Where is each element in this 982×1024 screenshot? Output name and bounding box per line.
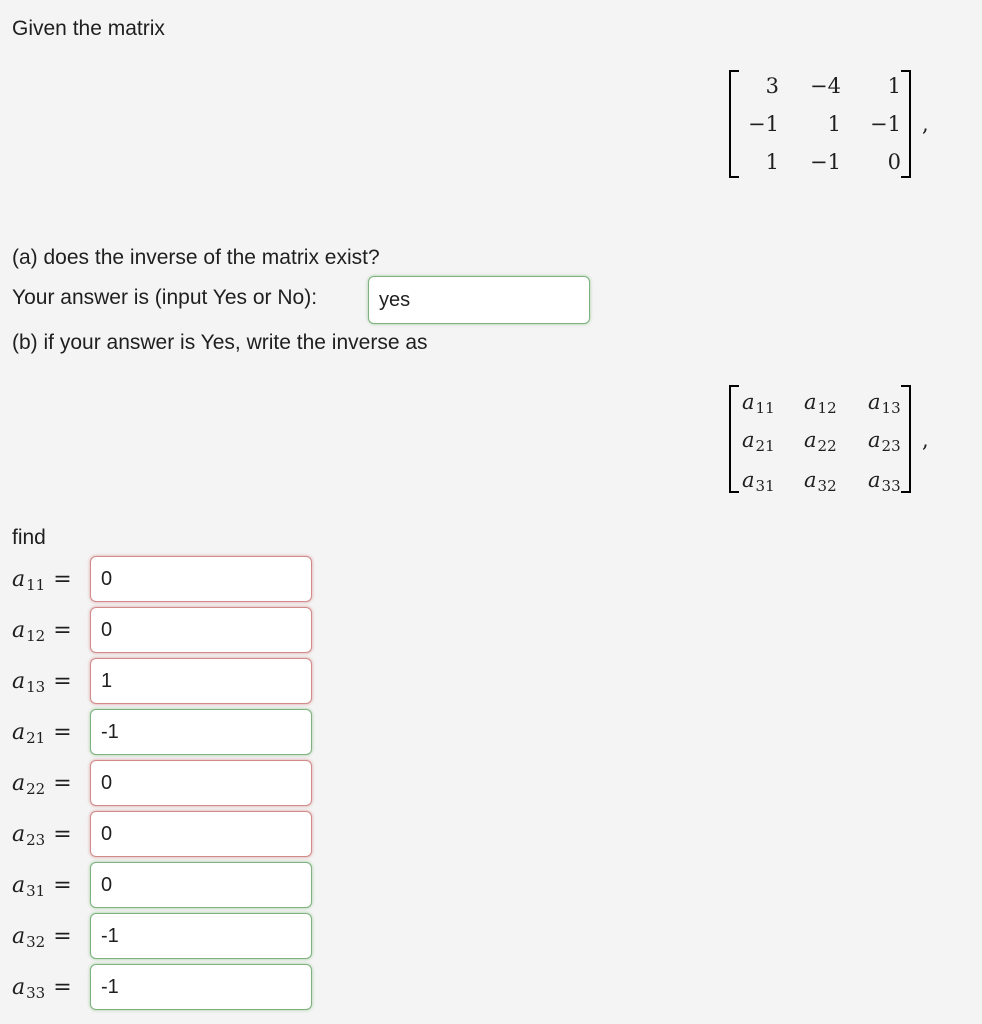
inverse-exists-input[interactable] xyxy=(368,276,590,324)
entry-var: a xyxy=(12,924,26,949)
inverse-matrix-cell-var: a xyxy=(868,468,881,492)
entry-sub: 32 xyxy=(26,933,46,951)
entry-sub: 22 xyxy=(26,780,46,798)
entry-label-a21 xyxy=(12,717,90,749)
entry-input-a32[interactable] xyxy=(90,913,312,959)
matrix-comma: , xyxy=(922,112,929,136)
entry-sub: 23 xyxy=(26,831,46,849)
inverse-matrix-cell xyxy=(868,390,901,415)
entry-input-a21[interactable] xyxy=(90,709,312,755)
entry-input-a33[interactable] xyxy=(90,964,312,1010)
inverse-matrix-cell-var: a xyxy=(804,468,817,492)
matrix-left-bracket xyxy=(729,70,739,178)
entry-sub: 11 xyxy=(26,576,46,594)
inverse-matrix-cell-var: a xyxy=(804,428,817,452)
entry-label-a13 xyxy=(12,666,90,698)
find-label: find xyxy=(12,526,46,549)
equals-sign: = xyxy=(53,873,72,898)
entry-label-a23 xyxy=(12,819,90,851)
inverse-matrix-cell-sub: 11 xyxy=(755,399,775,417)
matrix-cell: 1 xyxy=(827,112,841,136)
inverse-matrix-cell-sub: 32 xyxy=(817,477,837,495)
entry-var: a xyxy=(12,822,26,847)
entry-input-a31[interactable] xyxy=(90,862,312,908)
entry-var: a xyxy=(12,567,26,592)
inverse-matrix-cell-sub: 22 xyxy=(817,437,837,455)
part-a-question: (a) does the inverse of the matrix exist? xyxy=(12,246,380,269)
inverse-matrix-cell xyxy=(804,390,837,415)
entry-input-a12[interactable] xyxy=(90,607,312,653)
entry-label-a12 xyxy=(12,615,90,647)
inverse-matrix-cell-var: a xyxy=(868,428,881,452)
entry-var: a xyxy=(12,720,26,745)
matrix-cell: −4 xyxy=(810,74,841,98)
entry-var: a xyxy=(12,873,26,898)
entry-label-a11 xyxy=(12,564,90,596)
inverse-matrix-cell-var: a xyxy=(804,390,817,414)
equals-sign: = xyxy=(53,975,72,1000)
inverse-matrix-cell-var: a xyxy=(742,468,755,492)
equals-sign: = xyxy=(53,924,72,949)
inverse-matrix-cell-sub: 31 xyxy=(755,477,775,495)
entry-sub: 13 xyxy=(26,678,46,696)
inverse-matrix-cell xyxy=(742,390,775,415)
equals-sign: = xyxy=(53,618,72,643)
entry-label-a32 xyxy=(12,921,90,953)
entry-var: a xyxy=(12,771,26,796)
part-a-prompt: Your answer is (input Yes or No): xyxy=(12,286,318,309)
intro-text: Given the matrix xyxy=(12,17,165,40)
matrix-cell: 3 xyxy=(765,74,779,98)
inverse-matrix-cell xyxy=(804,428,837,453)
entry-input-a23[interactable] xyxy=(90,811,312,857)
equals-sign: = xyxy=(53,822,72,847)
entry-label-a33 xyxy=(12,972,90,1004)
entry-input-a11[interactable] xyxy=(90,556,312,602)
entry-var: a xyxy=(12,669,26,694)
equals-sign: = xyxy=(53,567,72,592)
given-matrix xyxy=(729,70,919,180)
part-b-question: (b) if your answer is Yes, write the inverse as xyxy=(12,331,428,354)
entry-var: a xyxy=(12,618,26,643)
inverse-matrix-cell-sub: 23 xyxy=(881,437,901,455)
inverse-matrix-left-bracket xyxy=(729,385,739,493)
equals-sign: = xyxy=(53,669,72,694)
equals-sign: = xyxy=(53,771,72,796)
entry-label-a22 xyxy=(12,768,90,800)
inverse-matrix-cell-var: a xyxy=(742,428,755,452)
matrix-cell: 1 xyxy=(887,74,901,98)
entry-sub: 33 xyxy=(26,984,46,1002)
inverse-matrix-cell xyxy=(742,468,775,493)
entry-label-a31 xyxy=(12,870,90,902)
inverse-matrix-right-bracket xyxy=(901,385,911,493)
matrix-cell: 0 xyxy=(887,150,901,174)
inverse-matrix-cell-sub: 12 xyxy=(817,399,837,417)
inverse-matrix-cell-var: a xyxy=(742,390,755,414)
inverse-matrix-comma: , xyxy=(922,428,929,452)
entry-var: a xyxy=(12,975,26,1000)
equals-sign: = xyxy=(53,720,72,745)
inverse-matrix-cell-sub: 21 xyxy=(755,437,775,455)
entry-input-a22[interactable] xyxy=(90,760,312,806)
inverse-matrix-cell xyxy=(868,428,901,453)
inverse-matrix-cell-sub: 33 xyxy=(881,477,901,495)
matrix-cell: 1 xyxy=(765,150,779,174)
inverse-matrix-cell xyxy=(868,468,901,493)
inverse-matrix-cell-var: a xyxy=(868,390,881,414)
entry-sub: 31 xyxy=(26,882,46,900)
matrix-cell: −1 xyxy=(870,112,901,136)
entry-sub: 21 xyxy=(26,729,46,747)
matrix-right-bracket xyxy=(901,70,911,178)
entry-sub: 12 xyxy=(26,627,46,645)
entry-input-a13[interactable] xyxy=(90,658,312,704)
inverse-matrix-cell-sub: 13 xyxy=(881,399,901,417)
matrix-cell: −1 xyxy=(810,150,841,174)
inverse-matrix-cell xyxy=(804,468,837,493)
inverse-matrix-cell xyxy=(742,428,775,453)
matrix-cell: −1 xyxy=(748,112,779,136)
